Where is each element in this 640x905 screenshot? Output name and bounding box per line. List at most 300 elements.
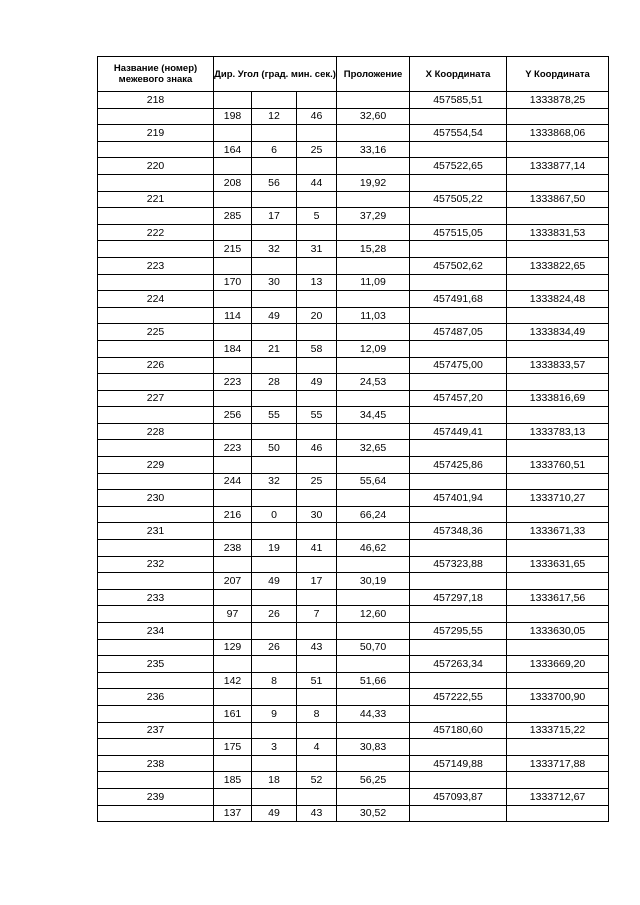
empty-cell [507,540,609,557]
point-y: 1333878,25 [507,92,609,109]
angle-seconds: 52 [297,772,337,789]
empty-cell [507,374,609,391]
point-name: 219 [98,125,214,142]
segment-row [98,440,609,457]
angle-degrees: 164 [214,141,252,158]
angle-seconds: 46 [297,440,337,457]
empty-cell [214,357,252,374]
empty-cell [297,755,337,772]
empty-cell [214,755,252,772]
empty-cell [297,390,337,407]
point-row [98,589,609,606]
angle-seconds: 51 [297,672,337,689]
point-row [98,689,609,706]
angle-minutes: 56 [252,174,297,191]
point-x: 457401,94 [410,490,507,507]
empty-cell [214,722,252,739]
point-y: 1333671,33 [507,523,609,540]
empty-cell [410,440,507,457]
point-y: 1333715,22 [507,722,609,739]
angle-minutes: 19 [252,540,297,557]
empty-cell [337,224,410,241]
point-name: 224 [98,291,214,308]
empty-cell [214,656,252,673]
segment-distance: 56,25 [337,772,410,789]
point-x: 457425,86 [410,457,507,474]
angle-minutes: 12 [252,108,297,125]
empty-cell [297,656,337,673]
angle-minutes: 32 [252,473,297,490]
angle-minutes: 32 [252,241,297,258]
empty-cell [507,141,609,158]
empty-cell [98,639,214,656]
point-y: 1333824,48 [507,291,609,308]
angle-seconds: 44 [297,174,337,191]
empty-cell [98,274,214,291]
point-row [98,390,609,407]
empty-cell [410,540,507,557]
segment-distance: 51,66 [337,672,410,689]
empty-cell [297,324,337,341]
point-x: 457149,88 [410,755,507,772]
point-x: 457222,55 [410,689,507,706]
point-x: 457457,20 [410,390,507,407]
empty-cell [252,291,297,308]
point-name: 229 [98,457,214,474]
empty-cell [410,672,507,689]
point-row [98,324,609,341]
point-x: 457449,41 [410,423,507,440]
angle-minutes: 21 [252,340,297,357]
point-name: 239 [98,788,214,805]
angle-degrees: 142 [214,672,252,689]
point-row [98,457,609,474]
empty-cell [252,722,297,739]
empty-cell [214,125,252,142]
empty-cell [507,805,609,822]
empty-cell [98,705,214,722]
angle-degrees: 215 [214,241,252,258]
point-name: 226 [98,357,214,374]
angle-degrees: 198 [214,108,252,125]
empty-cell [507,473,609,490]
empty-cell [252,788,297,805]
point-name: 232 [98,556,214,573]
segment-row [98,407,609,424]
empty-cell [297,523,337,540]
empty-cell [252,257,297,274]
empty-cell [410,407,507,424]
empty-cell [214,291,252,308]
point-y: 1333760,51 [507,457,609,474]
point-name: 221 [98,191,214,208]
empty-cell [410,374,507,391]
empty-cell [507,174,609,191]
segment-row [98,772,609,789]
point-row [98,257,609,274]
point-x: 457263,34 [410,656,507,673]
empty-cell [297,357,337,374]
point-row [98,423,609,440]
segment-row [98,739,609,756]
point-name: 220 [98,158,214,175]
header-y-coordinate: Y Координата [507,57,609,92]
header-distance: Проложение [337,57,410,92]
empty-cell [337,556,410,573]
empty-cell [507,672,609,689]
point-x: 457295,55 [410,623,507,640]
angle-minutes: 26 [252,606,297,623]
point-row [98,158,609,175]
empty-cell [410,174,507,191]
empty-cell [98,208,214,225]
empty-cell [507,506,609,523]
point-name: 236 [98,689,214,706]
empty-cell [252,92,297,109]
point-name: 233 [98,589,214,606]
point-x: 457180,60 [410,722,507,739]
segment-distance: 24,53 [337,374,410,391]
empty-cell [252,689,297,706]
segment-distance: 55,64 [337,473,410,490]
point-row [98,92,609,109]
empty-cell [98,340,214,357]
segment-distance: 12,09 [337,340,410,357]
segment-distance: 46,62 [337,540,410,557]
empty-cell [214,158,252,175]
segment-distance: 66,24 [337,506,410,523]
empty-cell [297,224,337,241]
empty-cell [507,440,609,457]
point-x: 457297,18 [410,589,507,606]
point-x: 457505,22 [410,191,507,208]
empty-cell [214,589,252,606]
angle-degrees: 256 [214,407,252,424]
empty-cell [337,788,410,805]
empty-cell [98,473,214,490]
empty-cell [337,357,410,374]
empty-cell [507,241,609,258]
segment-distance: 12,60 [337,606,410,623]
point-y: 1333877,14 [507,158,609,175]
angle-seconds: 41 [297,540,337,557]
empty-cell [297,291,337,308]
angle-minutes: 9 [252,705,297,722]
empty-cell [410,805,507,822]
point-row [98,357,609,374]
point-name: 227 [98,390,214,407]
segment-row [98,606,609,623]
empty-cell [297,623,337,640]
point-x: 457522,65 [410,158,507,175]
empty-cell [410,108,507,125]
segment-distance: 30,52 [337,805,410,822]
point-y: 1333710,27 [507,490,609,507]
empty-cell [252,656,297,673]
angle-minutes: 6 [252,141,297,158]
angle-minutes: 8 [252,672,297,689]
empty-cell [337,291,410,308]
empty-cell [410,274,507,291]
empty-cell [297,125,337,142]
empty-cell [410,208,507,225]
empty-cell [337,457,410,474]
point-y: 1333717,88 [507,755,609,772]
angle-degrees: 244 [214,473,252,490]
empty-cell [507,772,609,789]
empty-cell [410,639,507,656]
point-row [98,556,609,573]
angle-seconds: 4 [297,739,337,756]
empty-cell [410,705,507,722]
point-y: 1333822,65 [507,257,609,274]
point-x: 457323,88 [410,556,507,573]
angle-minutes: 55 [252,407,297,424]
empty-cell [98,739,214,756]
point-name: 235 [98,656,214,673]
empty-cell [507,705,609,722]
point-y: 1333669,20 [507,656,609,673]
angle-degrees: 208 [214,174,252,191]
point-y: 1333868,06 [507,125,609,142]
point-x: 457554,54 [410,125,507,142]
point-x: 457515,05 [410,224,507,241]
segment-row [98,705,609,722]
segment-row [98,208,609,225]
point-x: 457491,68 [410,291,507,308]
angle-degrees: 175 [214,739,252,756]
point-row [98,125,609,142]
point-name: 223 [98,257,214,274]
empty-cell [507,573,609,590]
empty-cell [252,324,297,341]
angle-degrees: 223 [214,440,252,457]
angle-minutes: 0 [252,506,297,523]
empty-cell [337,191,410,208]
point-x: 457475,00 [410,357,507,374]
angle-degrees: 97 [214,606,252,623]
segment-row [98,141,609,158]
empty-cell [410,772,507,789]
segment-distance: 15,28 [337,241,410,258]
angle-seconds: 17 [297,573,337,590]
angle-seconds: 13 [297,274,337,291]
angle-seconds: 58 [297,340,337,357]
segment-distance: 33,16 [337,141,410,158]
point-row [98,623,609,640]
empty-cell [98,606,214,623]
empty-cell [507,340,609,357]
table-body [98,92,609,822]
angle-degrees: 170 [214,274,252,291]
segment-distance: 30,83 [337,739,410,756]
point-row [98,755,609,772]
empty-cell [252,224,297,241]
empty-cell [297,689,337,706]
point-y: 1333783,13 [507,423,609,440]
point-y: 1333867,50 [507,191,609,208]
segment-distance: 37,29 [337,208,410,225]
empty-cell [98,174,214,191]
empty-cell [410,307,507,324]
empty-cell [214,92,252,109]
angle-seconds: 25 [297,141,337,158]
empty-cell [507,208,609,225]
empty-cell [410,241,507,258]
empty-cell [98,407,214,424]
empty-cell [297,158,337,175]
segment-row [98,241,609,258]
empty-cell [507,108,609,125]
point-y: 1333712,67 [507,788,609,805]
segment-distance: 50,70 [337,639,410,656]
empty-cell [337,490,410,507]
empty-cell [98,805,214,822]
empty-cell [410,340,507,357]
angle-seconds: 8 [297,705,337,722]
empty-cell [252,390,297,407]
angle-seconds: 46 [297,108,337,125]
point-name: 222 [98,224,214,241]
point-y: 1333631,65 [507,556,609,573]
empty-cell [98,141,214,158]
point-row [98,788,609,805]
empty-cell [252,423,297,440]
empty-cell [297,722,337,739]
empty-cell [98,241,214,258]
angle-minutes: 18 [252,772,297,789]
segment-row [98,805,609,822]
empty-cell [507,739,609,756]
empty-cell [337,92,410,109]
empty-cell [297,191,337,208]
point-name: 225 [98,324,214,341]
angle-degrees: 184 [214,340,252,357]
angle-minutes: 26 [252,639,297,656]
empty-cell [337,755,410,772]
empty-cell [214,390,252,407]
empty-cell [214,423,252,440]
empty-cell [297,556,337,573]
point-y: 1333816,69 [507,390,609,407]
point-y: 1333630,05 [507,623,609,640]
empty-cell [214,556,252,573]
angle-seconds: 55 [297,407,337,424]
segment-row [98,108,609,125]
angle-degrees: 216 [214,506,252,523]
segment-row [98,307,609,324]
empty-cell [297,457,337,474]
empty-cell [337,689,410,706]
angle-seconds: 25 [297,473,337,490]
angle-seconds: 43 [297,639,337,656]
header-mark-name: Название (номер) межевого знака [98,57,214,92]
point-y: 1333700,90 [507,689,609,706]
point-row [98,722,609,739]
angle-minutes: 49 [252,805,297,822]
point-x: 457502,62 [410,257,507,274]
boundary-marks-table [97,56,609,822]
angle-seconds: 30 [297,506,337,523]
empty-cell [214,523,252,540]
segment-distance: 19,92 [337,174,410,191]
empty-cell [98,772,214,789]
empty-cell [297,490,337,507]
empty-cell [98,573,214,590]
empty-cell [337,125,410,142]
empty-cell [214,623,252,640]
empty-cell [214,324,252,341]
angle-degrees: 161 [214,705,252,722]
empty-cell [337,257,410,274]
empty-cell [507,606,609,623]
segment-distance: 11,09 [337,274,410,291]
point-y: 1333834,49 [507,324,609,341]
segment-distance: 32,60 [337,108,410,125]
empty-cell [507,307,609,324]
empty-cell [507,274,609,291]
empty-cell [98,540,214,557]
angle-seconds: 5 [297,208,337,225]
empty-cell [410,141,507,158]
point-x: 457487,05 [410,324,507,341]
header-x-coordinate: X Координата [410,57,507,92]
angle-minutes: 17 [252,208,297,225]
empty-cell [410,573,507,590]
empty-cell [337,423,410,440]
table-header-row [98,57,609,92]
point-name: 237 [98,722,214,739]
point-name: 228 [98,423,214,440]
empty-cell [214,224,252,241]
point-name: 231 [98,523,214,540]
point-row [98,191,609,208]
segment-row [98,639,609,656]
empty-cell [252,191,297,208]
empty-cell [337,722,410,739]
empty-cell [252,623,297,640]
empty-cell [337,623,410,640]
empty-cell [98,506,214,523]
angle-degrees: 238 [214,540,252,557]
segment-distance: 44,33 [337,705,410,722]
empty-cell [337,390,410,407]
empty-cell [252,490,297,507]
angle-minutes: 3 [252,739,297,756]
empty-cell [252,158,297,175]
empty-cell [98,440,214,457]
empty-cell [337,523,410,540]
empty-cell [214,457,252,474]
angle-degrees: 285 [214,208,252,225]
segment-row [98,274,609,291]
empty-cell [507,407,609,424]
point-x: 457585,51 [410,92,507,109]
empty-cell [410,606,507,623]
empty-cell [507,639,609,656]
segment-row [98,506,609,523]
segment-row [98,540,609,557]
angle-minutes: 28 [252,374,297,391]
point-y: 1333833,57 [507,357,609,374]
angle-degrees: 207 [214,573,252,590]
point-name: 218 [98,92,214,109]
header-direction-angle: Дир. Угол (град. мин. сек.) [214,57,337,92]
empty-cell [214,788,252,805]
point-row [98,490,609,507]
empty-cell [410,739,507,756]
angle-seconds: 31 [297,241,337,258]
